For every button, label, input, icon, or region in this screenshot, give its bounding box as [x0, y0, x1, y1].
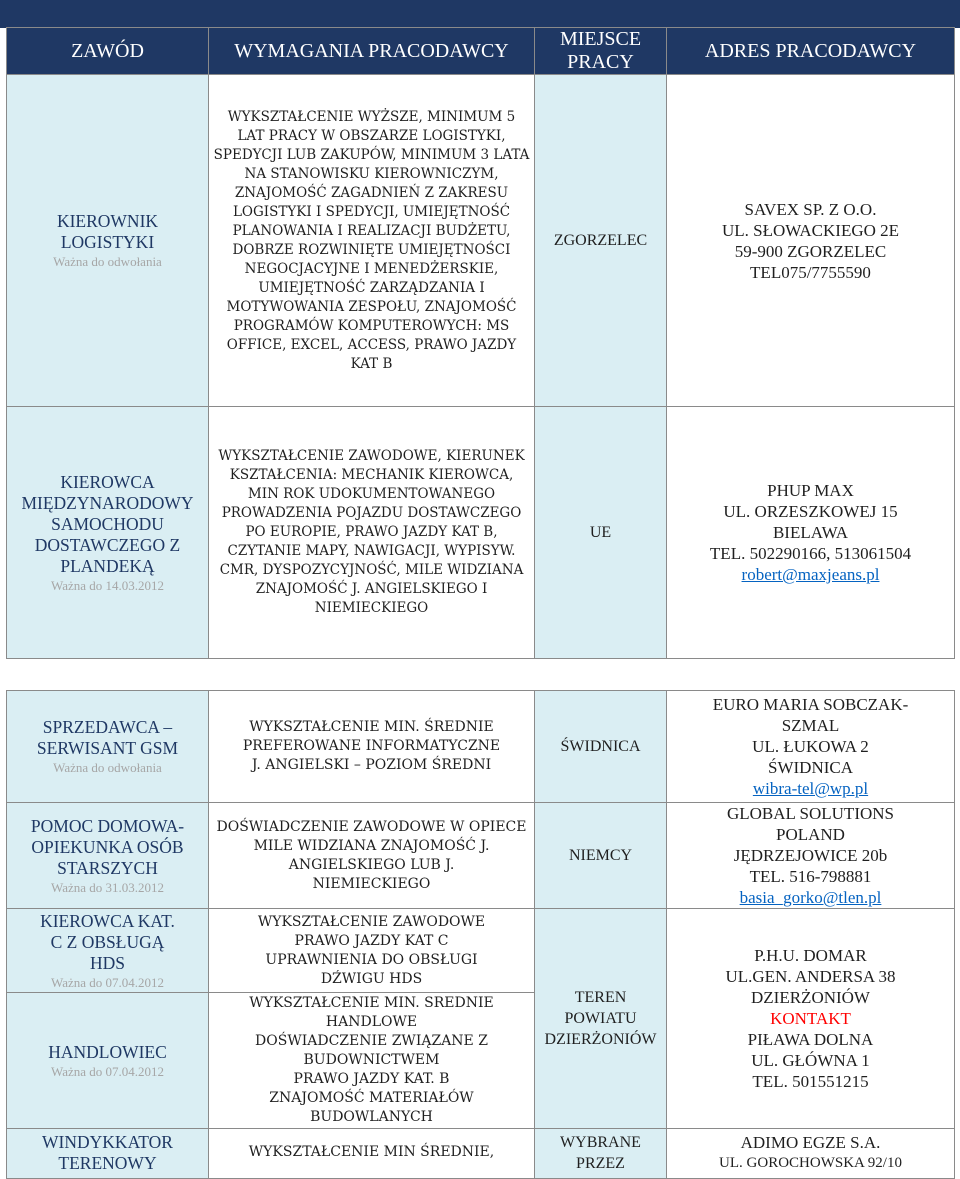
job-cell — [7, 993, 209, 1129]
address-cell — [667, 909, 955, 1129]
contact-phone: TEL. 501551215 — [752, 1072, 869, 1091]
place-cell: ZGORZELEC — [535, 75, 667, 407]
employer-street: JĘDRZEJOWICE 20b — [733, 846, 888, 865]
employer-name: GLOBAL SOLUTIONS POLAND — [726, 804, 894, 844]
requirement-line: DOŚWIADCZENIE ZWIĄZANE Z BUDOWNICTWEM — [255, 1033, 488, 1068]
employer-email-link[interactable]: basia_gorko@tlen.pl — [739, 888, 882, 907]
requirements-cell: WYKSZTAŁCENIE ZAWODOWE, KIERUNEK KSZTAŁCENIA: MECHANIK KIEROWCA, MIN ROK UDOKUMENTOWANEGO PROWADZENIA POJAZDU DOSTAWCZEGO PO EUROPIE, PRAWO JAZDY KAT B, CZYTANIE MAPY, NAWIGACJI, WYPISYW. CMR, DYSPOZYCYJNOŚĆ, MILE WIDZIANA ZNAJOMOŚĆ J. ANGIELSKIEGO I NIEMIECKIEGO — [209, 407, 535, 659]
employer-name: EURO MARIA SOBCZAK-SZMAL — [712, 695, 909, 735]
contact-city: PIŁAWA DOLNA — [747, 1030, 874, 1049]
place-cell: ŚWIDNICA — [535, 691, 667, 803]
header-miejsce: MIEJSCE PRACY — [535, 28, 667, 75]
employer-city: DZIERŻONIÓW — [751, 988, 870, 1007]
job-cell — [7, 407, 209, 659]
place-cell: NIEMCY — [535, 803, 667, 909]
table-row — [7, 75, 955, 407]
employer-phone: TEL. 502290166, 513061504 — [709, 544, 912, 563]
requirements-cell — [209, 691, 535, 803]
job-title: SPRZEDAWCA – SERWISANT GSM — [36, 717, 179, 758]
table-row — [7, 691, 955, 803]
requirement-line: UPRAWNIENIA DO OBSŁUGI DŹWIGU HDS — [265, 951, 478, 987]
employer-street: UL. SŁOWACKIEGO 2E — [721, 220, 900, 240]
employer-street: UL.GEN. ANDERSA 38 — [725, 967, 896, 986]
requirements-cell — [209, 909, 535, 993]
validity-note: Ważna do 31.03.2012 — [50, 879, 165, 895]
table-row — [7, 909, 955, 993]
validity-note: Ważna do odwołania — [53, 760, 162, 775]
requirement-line: PRAWO JAZDY KAT. B — [293, 1071, 450, 1087]
contact-label: KONTAKT — [770, 1009, 851, 1028]
job-title: HANDLOWIEC — [48, 1041, 167, 1062]
validity-note: Ważna do odwołania — [53, 254, 162, 269]
table-row — [7, 803, 955, 909]
requirements-cell: WYKSZTAŁCENIE WYŻSZE, MINIMUM 5 LAT PRACY W OBSZARZE LOGISTYKI, SPEDYCJI LUB ZAKUPÓW, MINIMUM 3 LATA NA STANOWISKU KIEROWNICZYM, ZNAJOMOŚĆ ZAGADNIEŃ Z ZAKRESU LOGISTYKI I SPEDYCJI, UMIEJĘTNOŚĆ PLANOWANIA I REALIZACJI BUDŻETU, DOBRZE ROZWINIĘTE UMIEJĘTNOŚCI NEGOCJACYJNE I MENEDŻERSKIE, UMIEJĘTNOŚĆ ZARZĄDZANIA I MOTYWOWANIA ZESPOŁU, ZNAJOMOŚĆ PROGRAMÓW KOMPUTEROWYCH: MS OFFICE, EXCEL, ACCESS, PRAWO JAZDY KAT B — [209, 75, 535, 407]
requirement-line: HANDLOWE — [325, 1014, 418, 1030]
header-zawod: ZAWÓD — [7, 28, 209, 75]
requirement-line: PREFEROWANE INFORMATYCZNE — [242, 738, 501, 754]
employer-phone: TEL075/7755590 — [750, 262, 871, 282]
job-offers-table-1 — [6, 27, 955, 659]
header-adres: ADRES PRACODAWCY — [667, 28, 955, 75]
job-title: POMOC DOMOWA-OPIEKUNKA OSÓB STARSZYCH — [30, 815, 185, 878]
requirement-line: ZNAJOMOŚĆ MATERIAŁÓW BUDOWLANYCH — [269, 1090, 474, 1125]
employer-phone: TEL. 516-798881 — [749, 867, 872, 886]
address-cell — [667, 75, 955, 407]
employer-name: ADIMO EGZE S.A. — [740, 1133, 881, 1152]
requirements-cell — [209, 993, 535, 1129]
place-cell: TEREN POWIATU DZIERŻONIÓW — [535, 909, 667, 1129]
top-bar — [0, 0, 960, 28]
requirement-line: WYKSZTAŁCENIE MIN ŚREDNIE, — [248, 1144, 495, 1160]
job-offers-table-2 — [6, 690, 955, 1179]
job-cell — [7, 75, 209, 407]
employer-name: SAVEX SP. Z O.O. — [744, 199, 877, 219]
requirement-line: WYKSZTAŁCENIE MIN. SREDNIE — [249, 995, 494, 1011]
requirements-cell — [209, 803, 535, 909]
employer-street: UL. ŁUKOWA 2 — [752, 737, 869, 756]
job-cell — [7, 1129, 209, 1179]
job-title: KIEROWCA KAT. C Z OBSŁUGĄ HDS — [40, 910, 175, 973]
address-cell — [667, 691, 955, 803]
header-wymagania: WYMAGANIA PRACODAWCY — [209, 28, 535, 75]
job-title: WINDYKKATOR TERENOWY — [42, 1132, 173, 1173]
requirement-line: J. ANGIELSKI – POZIOM ŚREDNI — [251, 757, 492, 773]
employer-city: BIELAWA — [772, 523, 849, 542]
employer-street: UL. ORZESZKOWEJ 15 — [723, 502, 898, 521]
address-cell — [667, 803, 955, 909]
header-row — [7, 28, 955, 75]
employer-city: 59-900 ZGORZELEC — [734, 241, 887, 261]
place-cell: WYBRANE PRZEZ — [535, 1129, 667, 1179]
requirement-line: DOŚWIADCZENIE ZAWODOWE W OPIECE — [216, 818, 527, 835]
employer-email-link[interactable]: wibra-tel@wp.pl — [752, 779, 869, 798]
requirement-line: MILE WIDZIANA ZNAJOMOŚĆ J. ANGIELSKIEGO LUB J. NIEMIECKIEGO — [253, 837, 490, 892]
table-row — [7, 407, 955, 659]
job-title: KIEROWCA MIĘDZYNARODOWY SAMOCHODU DOSTAWCZEGO Z PLANDEKĄ — [21, 471, 194, 576]
employer-street: UL. GOROCHOWSKA 92/10 — [719, 1155, 902, 1171]
validity-note: Ważna do 07.04.2012 — [50, 974, 165, 990]
table-row — [7, 1129, 955, 1179]
address-cell — [667, 1129, 955, 1179]
job-cell — [7, 803, 209, 909]
employer-city: ŚWIDNICA — [768, 758, 853, 777]
employer-name: PHUP MAX — [767, 481, 854, 500]
job-title: KIEROWNIK LOGISTYKI — [56, 211, 159, 252]
employer-email-link[interactable]: robert@maxjeans.pl — [741, 565, 880, 584]
job-cell — [7, 909, 209, 993]
requirement-line: WYKSZTAŁCENIE ZAWODOWE — [257, 913, 486, 930]
contact-street: UL. GŁÓWNA 1 — [751, 1051, 870, 1070]
job-cell — [7, 691, 209, 803]
place-cell: UE — [535, 407, 667, 659]
requirements-cell — [209, 1129, 535, 1179]
employer-name: P.H.U. DOMAR — [754, 946, 867, 965]
validity-note: Ważna do 07.04.2012 — [50, 1063, 165, 1079]
requirement-line: WYKSZTAŁCENIE MIN. ŚREDNIE — [249, 719, 494, 735]
requirement-line: PRAWO JAZDY KAT C — [294, 932, 449, 949]
validity-note: Ważna do 14.03.2012 — [50, 577, 165, 593]
address-cell — [667, 407, 955, 659]
